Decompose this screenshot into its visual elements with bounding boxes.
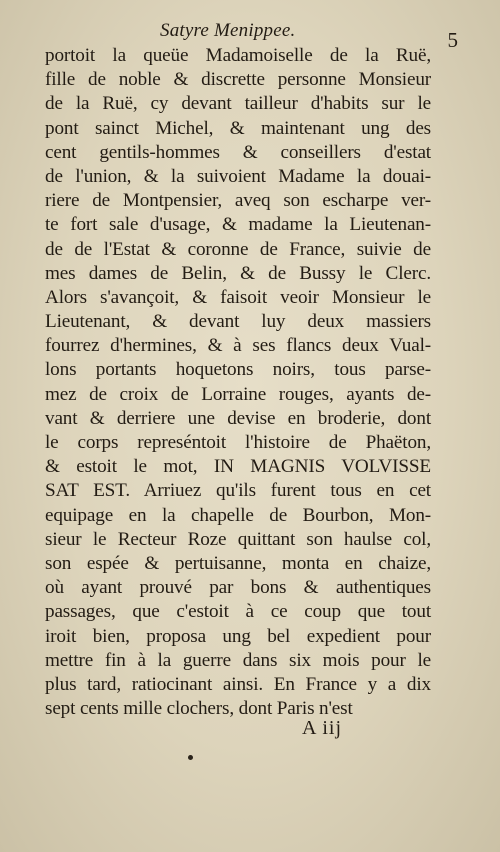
text-line: mez de croix de Lorraine rouges, ayants de- [45, 383, 431, 405]
text-line: Alors s'avançoit, & faisoit veoir Monsieur le [45, 286, 431, 308]
text-line: equipage en la chapelle de Bourbon, Mon- [45, 504, 431, 526]
signature-mark: A iij [302, 717, 343, 739]
text-line: de de l'Estat & coronne de France, suivie de [45, 238, 431, 260]
text-line: où ayant prouvé par bons & authentiques [45, 577, 431, 599]
text-line: de la Ruë, cy devant tailleur d'habits sur le [45, 93, 431, 115]
text-line: Lieutenant, & devant luy deux massiers [45, 311, 431, 333]
page-number: 5 [447, 28, 458, 52]
text-line: sieur le Recteur Roze quittant son haulse col, [45, 528, 431, 550]
text-line: iroit bien, proposa ung bel expedient pour [45, 625, 431, 647]
running-head [0, 14, 500, 52]
text-line: mettre fin à la guerre dans six mois pour le [45, 649, 431, 671]
text-line: le corps represéntoit l'histoire de Phaëton, [45, 432, 431, 453]
text-line: SAT EST. Arriuez qu'ils furent tous en cet [45, 480, 431, 502]
text-line: mes dames de Belin, & de Bussy le Clerc. [45, 262, 431, 284]
text-line: vant & derriere une devise en broderie, dont [45, 407, 431, 429]
text-line: & estoit le mot, IN MAGNIS VOLVISSE [45, 456, 431, 478]
text-line: portoit la queüe Madamoiselle de la Ruë, [45, 45, 431, 66]
body-text [45, 44, 431, 721]
text-line: riere de Montpensier, aveq son escharpe ver- [45, 190, 431, 212]
text-line: pont sainct Michel, & maintenant ung des [45, 117, 431, 139]
ink-dot [188, 755, 193, 760]
text-line: de l'union, & la suivoient Madame la douai- [45, 165, 431, 187]
text-line: te fort sale d'usage, & madame la Lieutenan- [45, 214, 431, 236]
running-title: Satyre Menippee. [160, 20, 296, 41]
text-line: passages, que c'estoit à ce coup que tout [45, 601, 431, 623]
text-line: son espée & pertuisanne, monta en chaize, [45, 552, 431, 574]
text-line: fille de noble & discrette personne Monsieur [45, 69, 431, 91]
text-line: cent gentils-hommes & conseillers d'estat [45, 141, 431, 163]
text-line: sept cents mille clochers, dont Paris n'est [45, 698, 353, 720]
text-line: lons portants hoquetons noirs, tous parse- [45, 359, 431, 381]
text-line: plus tard, ratiocinant ainsi. En France y a dix [45, 673, 431, 695]
text-line: fourrez d'hermines, & à ses flancs deux Vual- [45, 335, 431, 357]
